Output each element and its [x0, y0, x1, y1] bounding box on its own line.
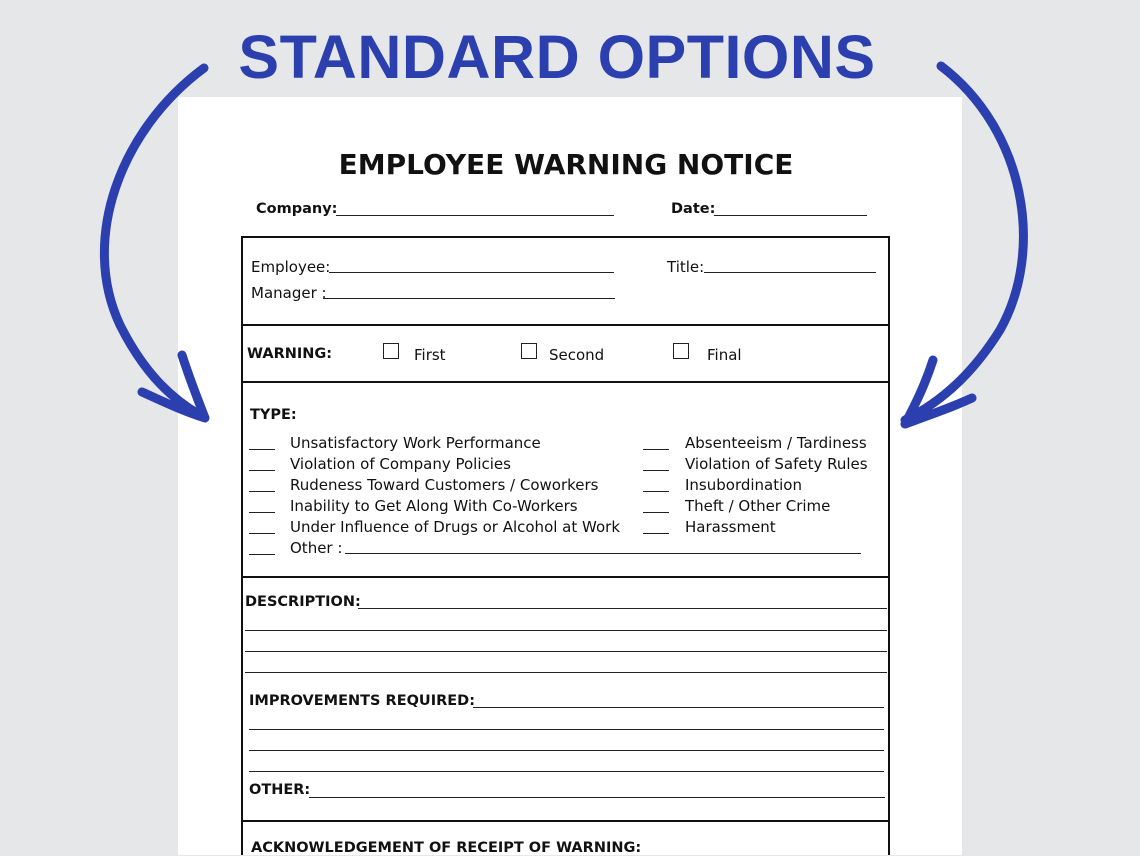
type-blank[interactable]: [643, 512, 669, 513]
description-line[interactable]: [245, 630, 887, 631]
type-option: Rudeness Toward Customers / Coworkers: [290, 476, 599, 494]
description-label: DESCRIPTION:: [245, 594, 361, 610]
type-blank[interactable]: [643, 449, 669, 450]
improvements-line[interactable]: [473, 707, 884, 708]
other-field[interactable]: [309, 797, 885, 798]
type-blank[interactable]: [643, 491, 669, 492]
type-option: Harassment: [685, 518, 776, 536]
banner-title: STANDARD OPTIONS: [238, 23, 876, 91]
section-rule: [241, 820, 890, 822]
company-label: Company:: [256, 201, 338, 217]
employee-field[interactable]: [329, 272, 614, 273]
type-blank[interactable]: [249, 449, 275, 450]
description-line[interactable]: [245, 651, 887, 652]
warning-final-label: Final: [707, 346, 742, 364]
type-blank[interactable]: [249, 512, 275, 513]
warning-first-checkbox[interactable]: [383, 343, 399, 359]
type-option: Under Influence of Drugs or Alcohol at Work: [290, 518, 620, 536]
form-title: EMPLOYEE WARNING NOTICE: [338, 148, 794, 181]
date-field[interactable]: [714, 215, 867, 216]
type-label: TYPE:: [250, 407, 297, 423]
warning-second-checkbox[interactable]: [521, 343, 537, 359]
other-label: OTHER:: [249, 782, 311, 798]
type-blank[interactable]: [249, 470, 275, 471]
type-option: Theft / Other Crime: [685, 497, 831, 515]
type-option: Absenteeism / Tardiness: [685, 434, 867, 452]
manager-label: Manager :: [251, 284, 327, 302]
warning-second-label: Second: [549, 346, 605, 364]
improvements-label: IMPROVEMENTS REQUIRED:: [249, 693, 476, 709]
type-other-field[interactable]: [345, 553, 861, 554]
section-rule: [241, 576, 890, 578]
acknowledgement-label: ACKNOWLEDGEMENT OF RECEIPT OF WARNING:: [251, 840, 642, 856]
title-label: Title:: [667, 258, 705, 276]
type-blank[interactable]: [249, 554, 275, 555]
type-other-label: Other :: [290, 539, 343, 557]
box-top-rule: [241, 236, 890, 238]
improvements-line[interactable]: [249, 750, 884, 751]
date-label: Date:: [671, 201, 716, 217]
employee-label: Employee:: [251, 258, 331, 276]
section-rule: [241, 381, 890, 383]
section-rule: [241, 324, 890, 326]
title-field[interactable]: [704, 272, 876, 273]
type-blank[interactable]: [643, 533, 669, 534]
type-option: Insubordination: [685, 476, 802, 494]
type-blank[interactable]: [249, 491, 275, 492]
description-line[interactable]: [358, 608, 887, 609]
type-blank[interactable]: [249, 533, 275, 534]
improvements-line[interactable]: [249, 729, 884, 730]
improvements-line[interactable]: [249, 771, 884, 772]
type-option: Unsatisfactory Work Performance: [290, 434, 541, 452]
manager-field[interactable]: [323, 298, 615, 299]
type-blank[interactable]: [643, 470, 669, 471]
type-option: Violation of Safety Rules: [685, 455, 868, 473]
warning-label: WARNING:: [247, 346, 333, 362]
warning-first-label: First: [414, 346, 446, 364]
box-left-rule: [241, 236, 243, 855]
box-right-rule: [888, 236, 890, 855]
description-line[interactable]: [245, 672, 887, 673]
warning-final-checkbox[interactable]: [673, 343, 689, 359]
company-field[interactable]: [336, 215, 614, 216]
type-option: Inability to Get Along With Co-Workers: [290, 497, 578, 515]
type-option: Violation of Company Policies: [290, 455, 511, 473]
